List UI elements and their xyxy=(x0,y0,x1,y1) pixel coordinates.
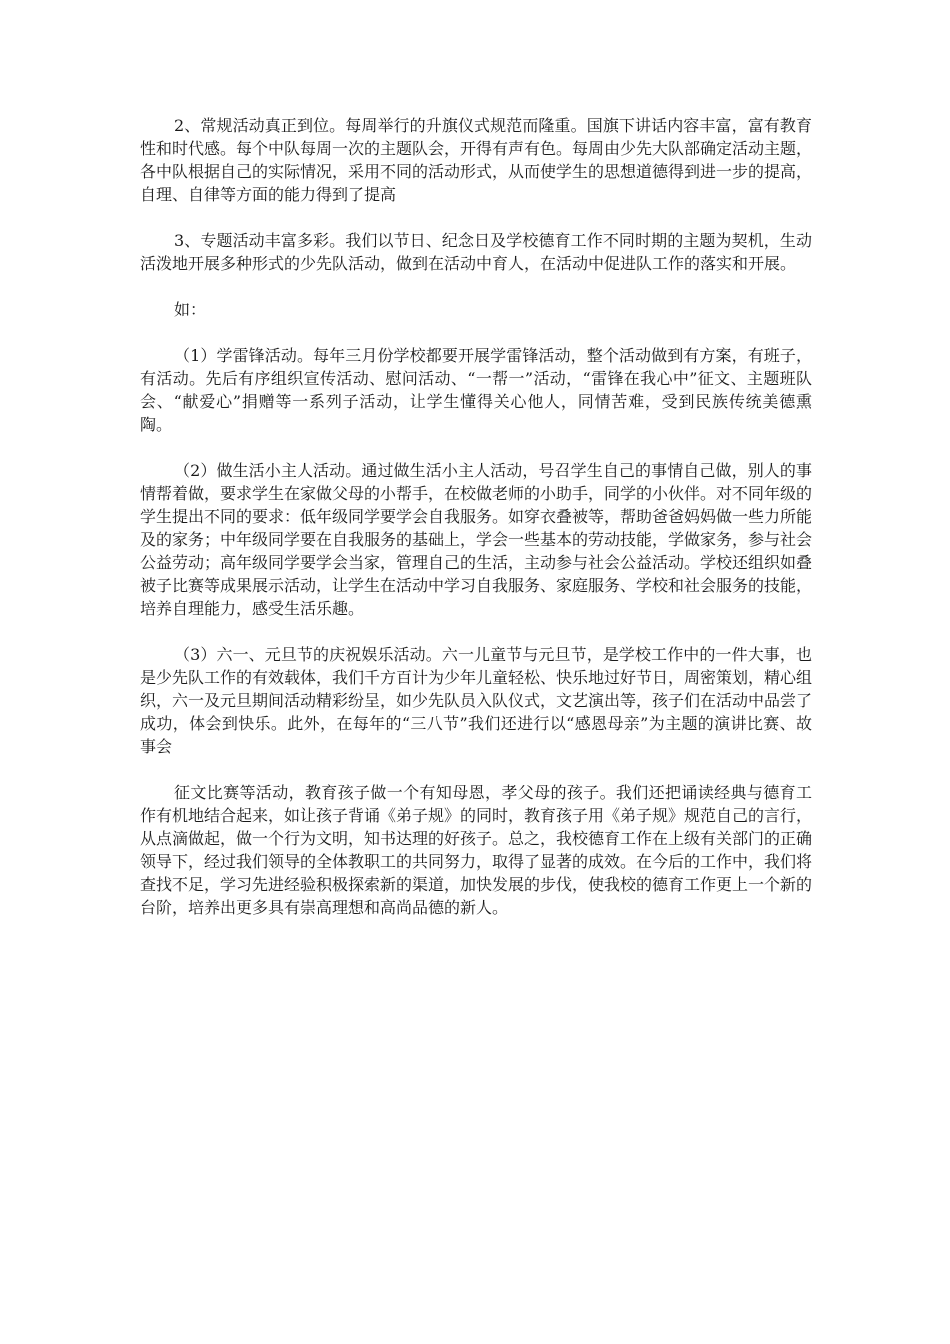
paragraph-special-activities: 3、专题活动丰富多彩。我们以节日、纪念日及学校德育工作不同时期的主题为契机，生动活泼地开展多种形式的少先队活动，做到在活动中育人，在活动中促进队工作的落实和开展。 xyxy=(140,231,812,273)
paragraph-lei-feng-activity: （1）学雷锋活动。每年三月份学校都要开展学雷锋活动，整个活动做到有方案，有班子，有活动。先后有序组织宣传活动、慰问活动、“一帮一”活动，“雷锋在我心中”征文、主题班队会、“献爱心”捐赠等一系列子活动，让学生懂得关心他人，同情苦难，受到民族传统美德熏陶。 xyxy=(140,346,812,434)
paragraph-routine-activities: 2、常规活动真正到位。每周举行的升旗仪式规范而隆重。国旗下讲话内容丰富，富有教育性和时代感。每个中队每周一次的主题队会，开得有声有色。每周由少先大队部确定活动主题，各中队根据自己的实际情况，采用不同的活动形式，从而使学生的思想道德得到进一步的提高，自理、自律等方面的能力得到了提高 xyxy=(140,116,813,204)
paragraph-conclusion: 征文比赛等活动，教育孩子做一个有知母恩，孝父母的孩子。我们还把诵读经典与德育工作有机地结合起来，如让孩子背诵《弟子规》的同时，教育孩子用《弟子规》规范自己的言行，从点滴做起，做一个行为文明，知书达理的好孩子。总之，我校德育工作在上级有关部门的正确领导下，经过我们领导的全体教职工的共同努力，取得了显著的成效。在今后的工作中，我们将查找不足，学习先进经验积极探索新的渠道，加快发展的步伐，使我校的德育工作更上一个新的台阶，培养出更多具有崇高理想和高尚品德的新人。 xyxy=(140,783,813,917)
paragraph-holiday-celebrations: （3）六一、元旦节的庆祝娱乐活动。六一儿童节与元旦节，是学校工作中的一件大事，也是少先队工作的有效载体，我们千方百计为少年儿童轻松、快乐地过好节日，周密策划，精心组织，六一及元旦期间活动精彩纷呈，如少先队员入队仪式，文艺演出等，孩子们在活动中品尝了成功，体会到快乐。此外，在每年的“三八节”我们还进行以“感恩母亲”为主题的演讲比赛、故事会 xyxy=(140,645,813,756)
paragraph-examples-intro: 如： xyxy=(174,300,207,319)
document-body xyxy=(140,114,812,942)
paragraph-life-master-activity: （2）做生活小主人活动。通过做生活小主人活动，号召学生自己的事情自己做，别人的事情帮着做，要求学生在家做父母的小帮手，在校做老师的小助手，同学的小伙伴。对不同年级的学生提出不同的要求：低年级同学要学会自我服务。如穿衣叠被等，帮助爸爸妈妈做一些力所能及的家务；中年级同学要在自我服务的基础上，学会一些基本的劳动技能，学做家务，参与社会公益劳动；高年级同学要学会当家，管理自己的生活，主动参与社会公益活动。学校还组织如叠被子比赛等成果展示活动，让学生在活动中学习自我服务、家庭服务、学校和社会服务的技能，培养自理能力，感受生活乐趣。 xyxy=(140,461,813,618)
